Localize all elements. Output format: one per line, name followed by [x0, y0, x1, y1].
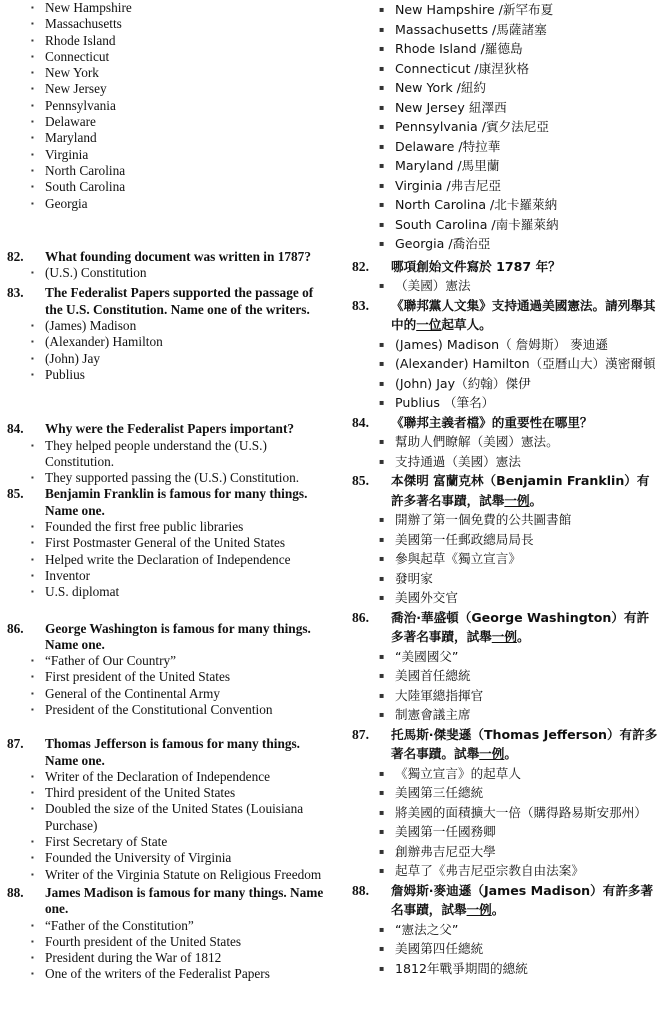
list-item: ▪ South Carolina /南卡羅萊納: [350, 215, 660, 235]
answer-item: ▪ Third president of the United States: [0, 785, 330, 801]
answer-item: ▪ (John) Jay（約翰）傑伊: [350, 374, 660, 394]
list-item: ▪ Massachusetts /馬薩諸塞: [350, 20, 660, 40]
question-text-part: 。: [491, 902, 505, 917]
answer-item: ▪ 1812年戰爭期間的總統: [350, 959, 660, 979]
list-item: ▪ Virginia: [0, 147, 330, 163]
answer-item: ▪ (James) Madison（ 詹姆斯） 麥迪遜: [350, 335, 660, 355]
question-text: [391, 608, 660, 647]
answer-item: ▪ (U.S.) Constitution: [0, 265, 330, 281]
answer-item: ▪ They helped people understand the (U.S.) Constitution.: [0, 438, 330, 471]
answer-item: ▪ 發明家: [350, 569, 660, 589]
list-item: ▪ Maryland: [0, 130, 330, 146]
question-number: 83.: [7, 285, 24, 301]
answer-item: ▪ Writer of the Declaration of Independence: [0, 769, 330, 785]
answer-item: ▪ Inventor: [0, 568, 330, 584]
answer-item: ▪ Fourth president of the United States: [0, 934, 330, 950]
question-text-part: 。: [504, 746, 517, 761]
question-text: Benjamin Franklin is famous for many things. Name one.: [45, 486, 308, 518]
list-item: ▪ Pennsylvania: [0, 98, 330, 114]
question-number: 88.: [7, 884, 24, 900]
answer-item: ▪ 美國第一任國務卿: [350, 822, 660, 842]
question-text-underlined: 一例: [466, 902, 492, 917]
answer-item: ▪ Writer of the Virginia Statute on Religious Freedom: [0, 867, 330, 883]
list-item: ▪ North Carolina /北卡羅萊納: [350, 195, 660, 215]
question-number: 87.: [7, 736, 24, 752]
question-number: 85.: [7, 486, 24, 502]
answer-item: ▪ Publius （筆名）: [350, 393, 660, 413]
answer-item: ▪ President during the War of 1812: [0, 950, 330, 966]
chinese-column: [350, 0, 660, 978]
answer-item: ▪ (James) Madison: [0, 318, 330, 334]
states-list-zh: [350, 0, 660, 254]
answer-item: ▪ 美國第一任郵政總局局長: [350, 530, 660, 550]
question-text-part: 《聯邦黨人文集》支持通過美國憲法。請列舉其中的: [391, 297, 656, 332]
question-text-underlined: 一例: [479, 746, 505, 761]
list-item: ▪ Massachusetts: [0, 16, 330, 32]
question-number: 84.: [352, 414, 369, 430]
list-item: ▪ Connecticut /康涅狄格: [350, 59, 660, 79]
question-84-en: [0, 421, 330, 486]
question-text-part: 托馬斯·傑斐遜（Thomas Jefferson）有許多著名事蹟。試舉: [391, 726, 658, 761]
question-text: James Madison is famous for many things. Name one.: [45, 884, 324, 917]
list-item: ▪ North Carolina: [0, 163, 330, 179]
list-item: ▪ South Carolina: [0, 179, 330, 195]
question-85-en: [0, 486, 330, 600]
question-text-part: 本傑明 富蘭克林（Benjamin Franklin）有許多著名事蹟，試舉: [391, 473, 650, 508]
answer-item: ▪ “美國國父”: [350, 647, 660, 667]
question-text-underlined: 一位: [416, 317, 442, 332]
answer-item: ▪ 美國首任總統: [350, 666, 660, 686]
list-item: ▪ Delaware /特拉華: [350, 137, 660, 157]
answer-item: ▪ 開辦了第一個免費的公共圖書館: [350, 510, 660, 530]
question-text: [391, 471, 660, 510]
list-item: ▪ Connecticut: [0, 49, 330, 65]
answer-item: ▪ General of the Continental Army: [0, 686, 330, 702]
question-87-zh: [350, 725, 660, 881]
answer-item: ▪ First Postmaster General of the United States: [0, 535, 330, 551]
question-text-part: 。: [529, 492, 543, 508]
question-text-part: 喬治·華盛頓（George Washington）有許多著名事蹟，試舉: [391, 609, 650, 644]
list-item: ▪ Maryland /馬里蘭: [350, 156, 660, 176]
answer-item: ▪ 美國外交官: [350, 588, 660, 608]
question-83-en: [0, 285, 330, 383]
answer-item: ▪ President of the Constitutional Convention: [0, 702, 330, 718]
question-82-en: [0, 249, 330, 282]
question-text: The Federalist Papers supported the passage of the U.S. Constitution. Name one of the writers.: [45, 285, 314, 317]
question-88-en: [0, 885, 330, 983]
question-number: 88.: [352, 882, 369, 898]
list-item: ▪ New Hampshire: [0, 0, 330, 16]
question-text: George Washington is famous for many things. Name one.: [45, 620, 311, 652]
question-text: What founding document was written in 1787?: [45, 248, 311, 264]
list-item: ▪ Rhode Island: [0, 33, 330, 49]
list-item: ▪ New York /紐約: [350, 78, 660, 98]
list-item: ▪ New Jersey 紐澤西: [350, 98, 660, 118]
answer-item: ▪ They supported passing the (U.S.) Constitution.: [0, 470, 330, 486]
answer-item: ▪ 《獨立宣言》的起草人: [350, 764, 660, 784]
question-text: Thomas Jefferson is famous for many things. Name one.: [45, 736, 300, 768]
question-text: 《聯邦主義者檔》的重要性在哪里？: [391, 414, 593, 430]
question-text-part: 。: [516, 629, 530, 644]
list-item: ▪ Virginia /弗吉尼亞: [350, 176, 660, 196]
answer-item: ▪ (John) Jay: [0, 351, 330, 367]
answer-item: ▪ One of the writers of the Federalist Papers: [0, 966, 330, 982]
answer-item: ▪ “Father of Our Country”: [0, 653, 330, 669]
answer-item: ▪ 大陸軍總指揮官: [350, 686, 660, 706]
question-85-zh: [350, 471, 660, 608]
answer-item: ▪ First president of the United States: [0, 669, 330, 685]
answer-item: ▪ 參與起草《獨立宣言》: [350, 549, 660, 569]
question-text: [391, 725, 660, 764]
answer-item: ▪ Founded the first free public libraries: [0, 519, 330, 535]
answer-item: ▪ 制憲會議主席: [350, 705, 660, 725]
question-text-part: 起草人。: [441, 317, 492, 332]
list-item: ▪ Georgia /喬治亞: [350, 234, 660, 254]
question-text-underlined: 一例: [491, 629, 517, 644]
question-86-en: [0, 621, 330, 719]
question-87-en: [0, 736, 330, 883]
answer-item: ▪ “憲法之父”: [350, 920, 660, 940]
answer-item: ▪ Publius: [0, 367, 330, 383]
question-text: Why were the Federalist Papers important?: [45, 421, 295, 437]
answer-item: ▪ （美國）憲法: [350, 276, 660, 296]
question-83-zh: [350, 296, 660, 413]
answer-item: ▪ Helped write the Declaration of Independence: [0, 552, 330, 568]
english-column: [0, 0, 330, 983]
list-item: ▪ New York: [0, 65, 330, 81]
answer-item: ▪ (Alexander) Hamilton（亞曆山大）漢密爾頓: [350, 354, 660, 374]
answer-item: ▪ 起草了《弗吉尼亞宗教自由法案》: [350, 861, 660, 881]
question-text-part: 詹姆斯·麥迪遜（James Madison）有許多著名事蹟，試舉: [391, 882, 654, 917]
question-number: 84.: [7, 421, 24, 437]
question-82-zh: [350, 257, 660, 296]
list-item: ▪ Rhode Island /羅德島: [350, 39, 660, 59]
question-text: 哪項創始文件寫於 1787 年？: [391, 258, 561, 274]
list-item: ▪ New Hampshire /新罕布夏: [350, 0, 660, 20]
question-number: 82.: [7, 248, 24, 264]
answer-item: ▪ 美國第三任總統: [350, 783, 660, 803]
states-list-en: [0, 0, 330, 212]
answer-item: ▪ U.S. diplomat: [0, 584, 330, 600]
answer-item: ▪ Doubled the size of the United States (Louisiana Purchase): [0, 801, 330, 834]
question-number: 86.: [352, 609, 369, 625]
question-84-zh: [350, 413, 660, 472]
question-number: 86.: [7, 620, 24, 636]
answer-item: ▪ “Father of the Constitution”: [0, 918, 330, 934]
list-item: ▪ New Jersey: [0, 81, 330, 97]
question-number: 85.: [352, 473, 369, 488]
question-86-zh: [350, 608, 660, 725]
answer-item: ▪ Founded the University of Virginia: [0, 850, 330, 866]
answer-item: ▪ 創辦弗吉尼亞大學: [350, 842, 660, 862]
question-88-zh: [350, 881, 660, 979]
question-number: 82.: [352, 258, 369, 274]
list-item: ▪ Pennsylvania /賓夕法尼亞: [350, 117, 660, 137]
answer-item: ▪ 支持通過（美國）憲法: [350, 452, 660, 472]
answer-item: ▪ 美國第四任總統: [350, 939, 660, 959]
question-text-underlined: 一例: [504, 492, 530, 508]
question-number: 83.: [352, 297, 369, 313]
answer-item: ▪ 將美國的面積擴大一倍（購得路易斯安那州）: [350, 803, 660, 823]
list-item: ▪ Delaware: [0, 114, 330, 130]
answer-item: ▪ First Secretary of State: [0, 834, 330, 850]
list-item: ▪ Georgia: [0, 196, 330, 212]
answer-item: ▪ 幫助人們瞭解（美國）憲法。: [350, 432, 660, 452]
question-number: 87.: [352, 726, 369, 742]
question-text: [391, 296, 660, 335]
answer-item: ▪ (Alexander) Hamilton: [0, 334, 330, 350]
question-text: [391, 881, 660, 920]
